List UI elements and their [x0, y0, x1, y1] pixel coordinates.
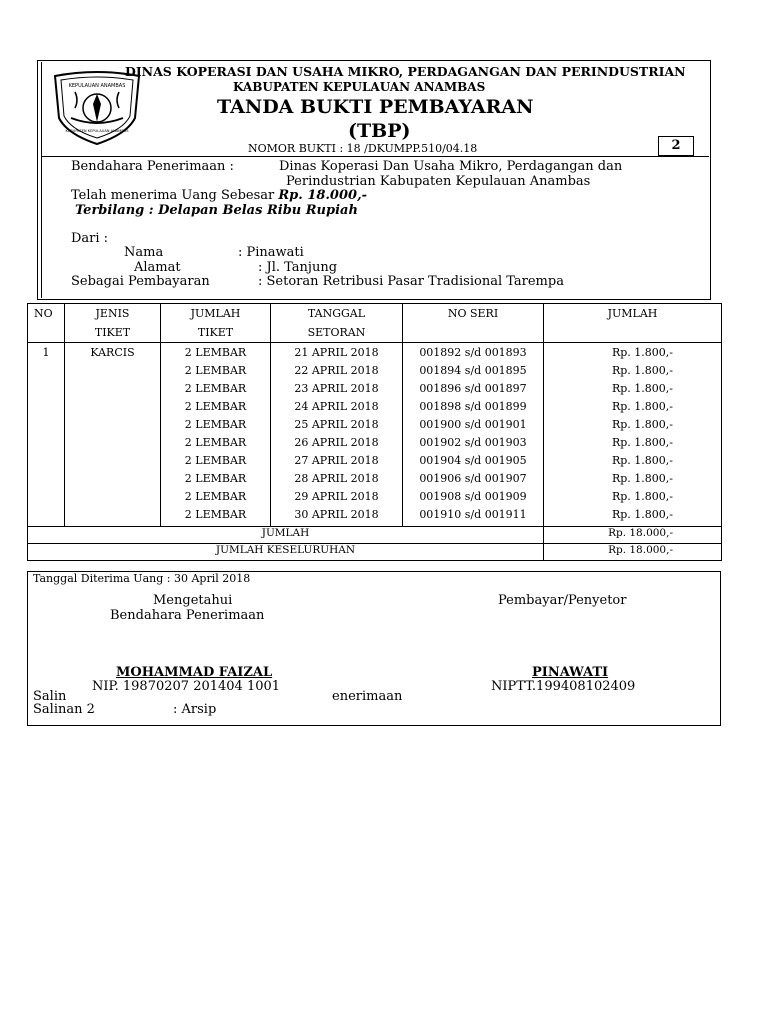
received-line [71, 188, 367, 203]
approver-nip: NIP. 19870207 201404 1001 [92, 679, 281, 694]
address-label: Alamat [134, 260, 181, 275]
table-row: 2 LEMBAR 24 APRIL 2018 001898 s/d 001899 Rp. 1.800,- [28, 400, 722, 418]
purpose-value: : Setoran Retribusi Pasar Tradisional Tarempa [258, 274, 564, 289]
table-row: 2 LEMBAR 23 APRIL 2018 001896 s/d 001897 Rp. 1.800,- [28, 382, 722, 400]
document-number: NOMOR BUKTI : 18 /DKUMPP.510/04.18 [248, 142, 478, 155]
total-label: JUMLAH [28, 527, 544, 544]
total-value: Rp. 18.000,- [544, 527, 722, 544]
payment-table [27, 303, 722, 561]
received-amount: Rp. 18.000,- [278, 188, 367, 203]
date-value: 30 April 2018 [173, 572, 251, 585]
header-serial-no: NO SERI [403, 304, 544, 343]
regency-logo [49, 70, 145, 146]
header-ticket-count: JUMLAH TIKET [161, 304, 271, 343]
payer-niptt: NIPTT.199408102409 [491, 679, 636, 694]
header-amount: JUMLAH [544, 304, 722, 343]
header-divider [41, 156, 709, 157]
payer-name: PINAWATI [532, 665, 609, 680]
treasurer-value-2: Perindustrian Kabupaten Kepulauan Anambas [286, 174, 591, 189]
table-row: 1 KARCIS 2 LEMBAR 21 APRIL 2018 001892 s/d 001893 Rp. 1.800,- [28, 343, 722, 365]
table-row: 2 LEMBAR 28 APRIL 2018 001906 s/d 001907 Rp. 1.800,- [28, 472, 722, 490]
grand-total-value: Rp. 18.000,- [544, 544, 722, 561]
logo-text-top: KEPULAUAN ANAMBAS [68, 83, 126, 89]
table-row: 2 LEMBAR 26 APRIL 2018 001902 s/d 001903 Rp. 1.800,- [28, 436, 722, 454]
date-label: Tanggal Diterima Uang : [33, 572, 171, 585]
approver-name: MOHAMMAD FAIZAL [116, 665, 273, 680]
treasurer-label: Bendahara Penerimaan : [71, 159, 234, 174]
approver-title-2: Bendahara Penerimaan [110, 608, 265, 623]
from-label: Dari : [71, 231, 109, 246]
treasurer-value-1: Dinas Koperasi Dan Usaha Mikro, Perdagangan dan [279, 159, 623, 174]
name-label: Nama [124, 245, 164, 260]
header-no: NO [28, 304, 65, 343]
agency-line: DINAS KOPERASI DAN USAHA MIKRO, PERDAGANGAN DAN PERINDUSTRIAN [125, 64, 686, 79]
copy-1-left: Salin [33, 689, 67, 704]
document-title: TANDA BUKTI PEMBAYARAN [217, 96, 534, 118]
table-header [28, 304, 722, 343]
total-row [28, 527, 722, 544]
amount-in-words: Terbilang : Delapan Belas Ribu Rupiah [75, 203, 358, 218]
table-row: 2 LEMBAR 25 APRIL 2018 001900 s/d 001901 Rp. 1.800,- [28, 418, 722, 436]
grand-total-label: JUMLAH KESELURUHAN [28, 544, 544, 561]
name-value: : Pinawati [238, 245, 304, 260]
logo-text-bottom: KABUPATEN KEPULAUAN ANAMBAS [65, 129, 129, 133]
table-row: 2 LEMBAR 30 APRIL 2018 001910 s/d 001911 Rp. 1.800,- [28, 508, 722, 527]
copy-1-right: enerimaan [332, 689, 403, 704]
approver-title-1: Mengetahui [153, 593, 233, 608]
date-received [33, 572, 250, 585]
received-label: Telah menerima Uang Sebesar [71, 188, 275, 203]
region-line: KABUPATEN KEPULAUAN ANAMBAS [233, 80, 486, 94]
copy-2-value: : Arsip [173, 702, 217, 717]
table-row: 2 LEMBAR 29 APRIL 2018 001908 s/d 001909 Rp. 1.800,- [28, 490, 722, 508]
address-value: : Jl. Tanjung [258, 260, 338, 275]
header-ticket-type: JENIS TIKET [65, 304, 161, 343]
payer-title: Pembayar/Penyetor [498, 593, 627, 608]
grand-total-row [28, 544, 722, 561]
header-frame-left-edge [41, 62, 42, 298]
copy-number-box [658, 136, 694, 156]
document-subtitle: (TBP) [348, 120, 411, 142]
copy-2-label: Salinan 2 [33, 702, 95, 717]
table-row: 2 LEMBAR 27 APRIL 2018 001904 s/d 001905 Rp. 1.800,- [28, 454, 722, 472]
copy-number: 2 [671, 138, 681, 153]
header-deposit-date: TANGGAL SETORAN [271, 304, 403, 343]
table-row: 2 LEMBAR 22 APRIL 2018 001894 s/d 001895 Rp. 1.800,- [28, 364, 722, 382]
purpose-label: Sebagai Pembayaran [71, 274, 210, 289]
